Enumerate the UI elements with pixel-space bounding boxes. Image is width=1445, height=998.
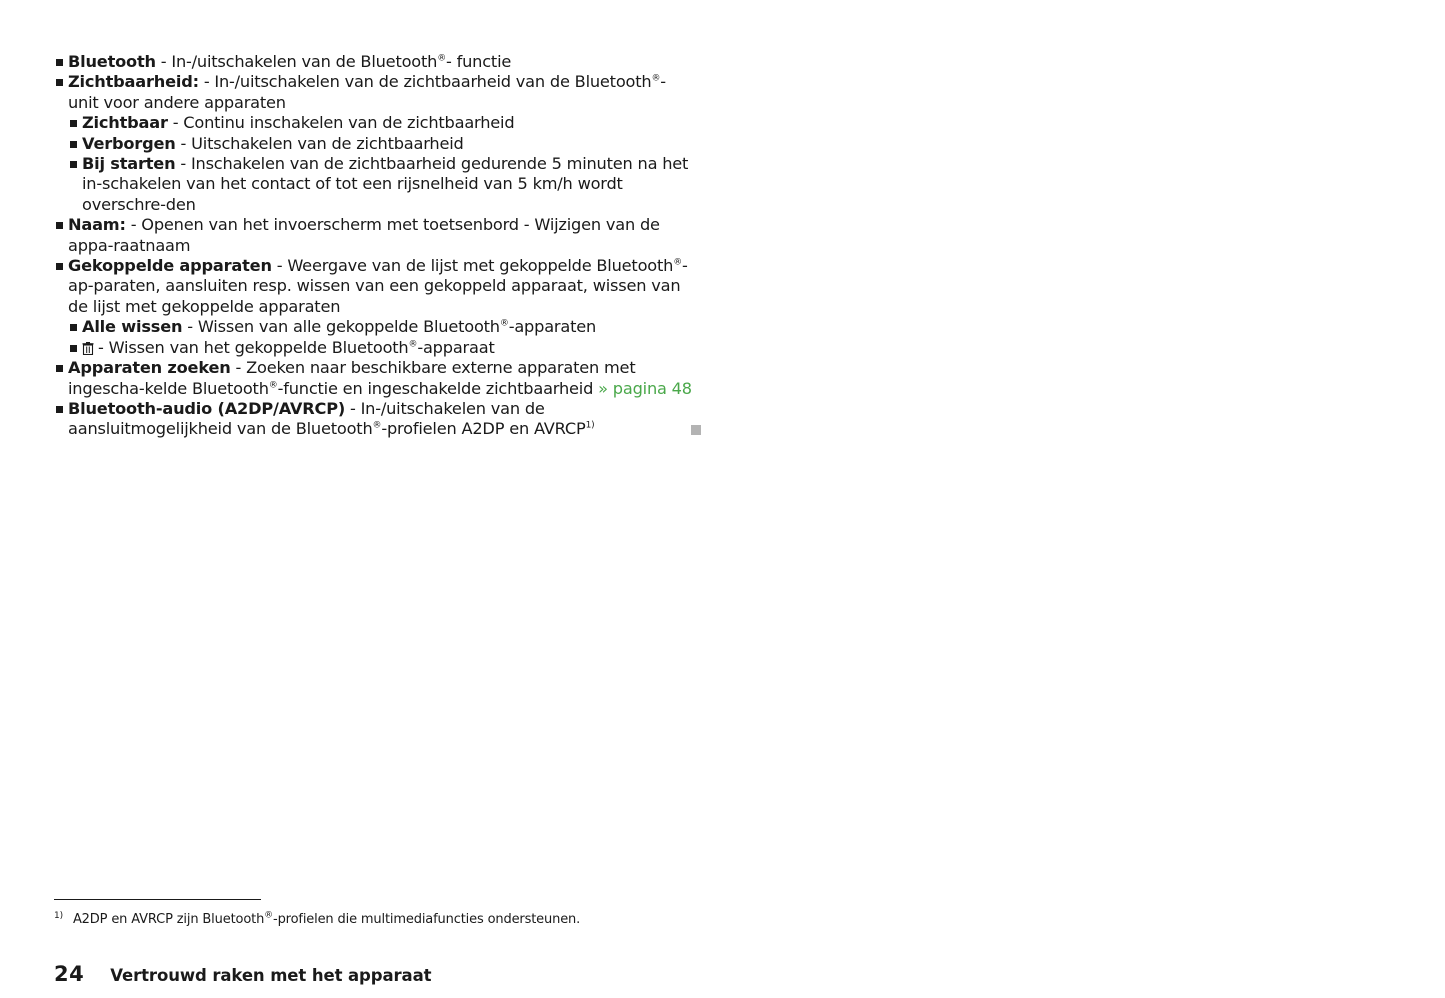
list-subitem-zichtbaar: [54, 113, 694, 133]
item-text: - Zoeken naar beschikbare externe apparaten met ingescha-kelde Bluetooth: [68, 358, 636, 398]
item-text: -ap-paraten, aansluiten resp. wissen van een gekoppeld apparaat, wissen van de lijst met gekoppelde apparaten: [68, 256, 688, 316]
footnote: [54, 911, 580, 928]
list-item-apparaten-zoeken: [54, 358, 694, 399]
registered-mark: ®: [408, 339, 418, 350]
item-text: - Inschakelen van de zichtbaarheid gedurende 5 minuten na het in-schakelen van het contact of tot een rijsnelheid van 5 km/h wordt overschre-den: [82, 154, 689, 214]
list-subitem-verborgen: [54, 134, 694, 154]
footnote-text: -profielen die multimediafuncties ondersteunen.: [273, 912, 581, 927]
item-term: Apparaten zoeken: [68, 358, 231, 378]
list-item-gekoppelde-apparaten: [54, 256, 694, 317]
bullet: [70, 345, 77, 352]
item-text: - functie: [446, 52, 512, 71]
item-text: - Continu inschakelen van de zichtbaarheid: [167, 113, 515, 133]
bullet: [70, 161, 77, 168]
bullet: [70, 324, 77, 331]
list-subitem-alle-wissen: [54, 317, 694, 337]
item-term: Verborgen: [82, 133, 176, 153]
bullet: [56, 59, 63, 66]
footnote-divider: [54, 899, 261, 900]
item-term: Alle wissen: [82, 317, 183, 337]
bullet: [56, 222, 63, 229]
item-term: Naam:: [68, 215, 126, 235]
item-text: -apparaat: [417, 337, 495, 357]
item-text: - Wissen van alle gekoppelde Bluetooth: [182, 317, 500, 337]
bullet: [70, 141, 77, 148]
item-text: - Wissen van het gekoppelde Bluetooth: [98, 337, 409, 357]
page-number: 24: [54, 962, 85, 986]
list-item-zichtbaarheid: [54, 72, 694, 113]
bullet: [56, 365, 63, 372]
item-text: - In-/uitschakelen van de Bluetooth: [155, 52, 438, 71]
registered-mark: ®: [651, 74, 661, 85]
item-term: Gekoppelde apparaten: [68, 256, 272, 276]
item-term: Zichtbaar: [82, 113, 168, 133]
registered-mark: ®: [268, 380, 278, 391]
item-term: Bluetooth: [68, 52, 156, 71]
item-text: -profielen A2DP en AVRCP: [381, 419, 586, 439]
item-term: Bluetooth-audio (A2DP/AVRCP): [68, 398, 346, 418]
bullet: [70, 120, 77, 127]
item-text: - In-/uitschakelen van de aansluitmogelijkheid van de Bluetooth: [68, 398, 545, 439]
footnote-text: A2DP en AVRCP zijn Bluetooth: [72, 912, 265, 927]
item-text: -apparaten: [508, 317, 597, 337]
item-text: - Weergave van de lijst met gekoppelde Bluetooth: [271, 256, 674, 276]
registered-mark: ®: [673, 257, 682, 268]
item-text: -unit voor andere apparaten: [68, 72, 666, 112]
page-reference-link[interactable]: » pagina 48: [598, 378, 692, 398]
registered-mark: ®: [499, 318, 509, 329]
instruction-list: [54, 52, 694, 440]
bullet: [56, 263, 63, 270]
trash-icon: [82, 342, 94, 355]
page-footer: [54, 962, 431, 986]
section-end-marker: [691, 425, 701, 435]
footnote-reference: 1): [585, 420, 595, 431]
chapter-title: Vertrouwd raken met het apparaat: [110, 966, 432, 985]
item-text: - In-/uitschakelen van de zichtbaarheid van de Bluetooth: [198, 72, 652, 92]
item-text: - Openen van het invoerscherm met toetsenbord - Wijzigen van de appa-raatnaam: [68, 215, 660, 255]
registered-mark: ®: [437, 53, 447, 64]
list-subitem-delete-device: [54, 338, 694, 358]
bullet: [56, 406, 63, 413]
list-item-bluetooth: [54, 52, 694, 72]
item-term: Bij starten: [82, 154, 176, 174]
item-text: -functie en ingeschakelde zichtbaarheid: [277, 378, 599, 398]
list-item-bluetooth-audio: [54, 399, 694, 440]
footnote-number: 1): [54, 910, 63, 921]
list-item-naam: [54, 215, 694, 256]
item-text: - Uitschakelen van de zichtbaarheid: [175, 133, 464, 153]
registered-mark: ®: [264, 910, 274, 921]
registered-mark: ®: [372, 420, 382, 431]
bullet: [56, 79, 63, 86]
list-subitem-bij-starten: [54, 154, 694, 215]
item-term: Zichtbaarheid:: [68, 72, 199, 92]
